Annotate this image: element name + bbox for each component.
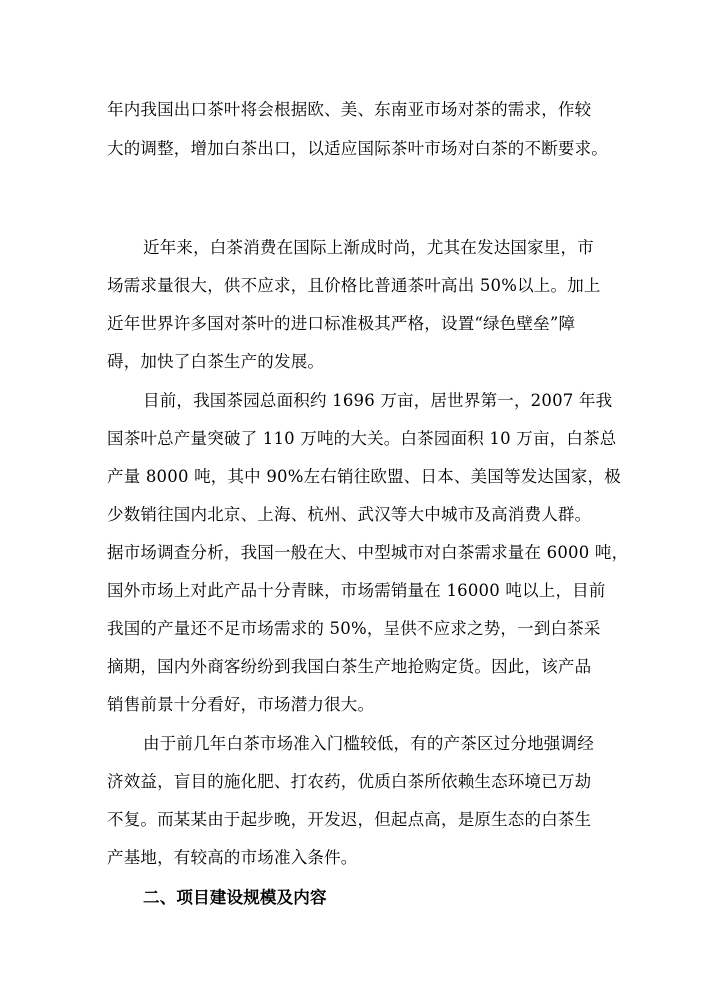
paragraph-line: 场需求量很大，供不应求，且价格比普通茶叶高出 50%以上。加上 <box>107 276 601 295</box>
paragraph-line: 国外市场上对此产品十分青睐，市场需销量在 16000 吨以上，目前 <box>107 581 606 600</box>
paragraph-line: 我国的产量还不足市场需求的 50%，呈供不应求之势，一到白茶采 <box>107 619 601 638</box>
paragraph-line: 近年世界许多国对茶叶的进口标准极其严格，设置“绿色壁垒”障 <box>107 314 576 333</box>
paragraph-line: 产量 8000 吨，其中 90%左右销往欧盟、日本、美国等发达国家，极 <box>107 467 621 486</box>
paragraph-line: 年内我国出口茶叶将会根据欧、美、东南亚市场对茶的需求，作较 <box>107 100 592 119</box>
paragraph-line: 销售前景十分看好，市场潜力很大。 <box>107 695 375 714</box>
paragraph-line: 据市场调查分析，我国一般在大、中型城市对白茶需求量在 6000 吨， <box>107 543 629 562</box>
paragraph-line: 少数销往国内北京、上海、杭州、武汉等大中城市及高消费人群。 <box>107 505 592 524</box>
paragraph-line: 摘期，国内外商客纷纷到我国白茶生产地抢购定货。因此，该产品 <box>107 657 592 676</box>
paragraph-line: 由于前几年白茶市场准入门槛较低，有的产茶区过分地强调经 <box>143 734 594 753</box>
paragraph-line: 大的调整，增加白茶出口，以适应国际茶叶市场对白茶的不断要求。 <box>107 139 608 158</box>
paragraph-line: 国茶叶总产量突破了 110 万吨的大关。白茶园面积 10 万亩，白茶总 <box>107 429 617 448</box>
paragraph-line: 近年来，白茶消费在国际上渐成时尚，尤其在发达国家里，市 <box>143 238 594 257</box>
paragraph-line: 不复。而某某由于起步晚，开发迟，但起点高，是原生态的白茶生 <box>107 810 592 829</box>
paragraph-line: 产基地，有较高的市场准入条件。 <box>107 848 358 867</box>
section-heading: 二、项目建设规模及内容 <box>143 888 327 907</box>
paragraph-line: 目前，我国茶园总面积约 1696 万亩，居世界第一，2007 年我 <box>143 391 613 410</box>
paragraph-line: 碍，加快了白茶生产的发展。 <box>107 352 325 371</box>
paragraph-line: 济效益，盲目的施化肥、打农药，优质白茶所依赖生态环境已万劫 <box>107 772 592 791</box>
